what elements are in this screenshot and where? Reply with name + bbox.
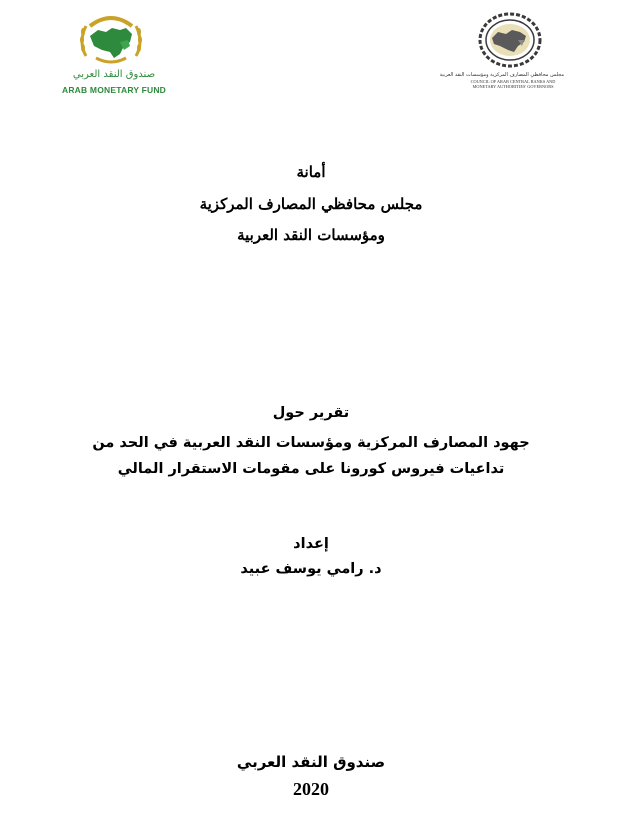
author-name: د. رامي يوسف عبيد (240, 561, 382, 577)
report-label: تقرير حول (272, 405, 350, 421)
author-label: إعداد (293, 536, 329, 552)
report-title-line1: جهود المصارف المركزية ومؤسسات النقد العربية في الحد من (92, 435, 530, 451)
council-english-line1: COUNCIL OF ARAB CENTRAL BANKS AND (470, 79, 556, 84)
publisher-name: صندوق النقد العربي (236, 753, 386, 771)
council-arabic-name: مجلس محافظي المصارف المركزية ومؤسسات النقد العربية (439, 72, 564, 78)
arab-map-laurel-icon (474, 10, 546, 70)
heading-line-council: مجلس محافظي المصارف المركزية (199, 195, 423, 213)
council-english-line2: MONETARY AUTHORITIES' GOVERNORS (472, 84, 554, 89)
council-english-name (462, 79, 564, 89)
heading-line-institutions: ومؤسسات النقد العربية (237, 226, 385, 244)
council-logo (439, 10, 564, 92)
report-title-line2: تداعيات فيروس كورونا على مقومات الاستقرار المالي (117, 461, 505, 477)
heading-line-secretariat: أمانة (296, 163, 326, 181)
publication-year: 2020 (293, 779, 329, 799)
arab-monetary-fund-logo (62, 12, 166, 104)
amf-arabic-name: صندوق النقد العربي (72, 69, 156, 80)
amf-english-name: ARAB MONETARY FUND (62, 85, 167, 95)
arab-map-wreath-icon (76, 12, 146, 66)
